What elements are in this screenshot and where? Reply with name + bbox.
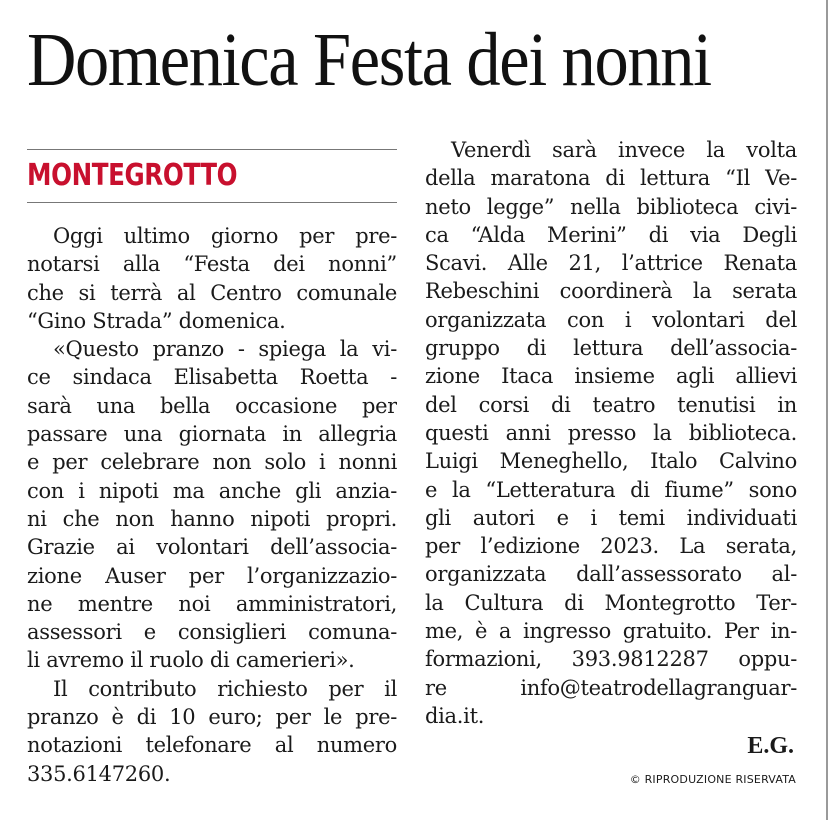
- article-column-left: [27, 222, 397, 788]
- text-line: notarsi alla “Festa dei nonni”: [27, 252, 397, 277]
- text-line: 335.6147260.: [27, 761, 171, 786]
- text-line: con i nipoti ma anche gli anzia-: [27, 478, 397, 503]
- text-line: me, è a ingresso gratuito. Per in-: [425, 619, 797, 644]
- text-line: “Gino Strada” domenica.: [27, 308, 286, 333]
- author-signature: E.G.: [747, 733, 794, 759]
- text-line: ca “Alda Merini” di via Degli: [425, 222, 797, 247]
- text-line: neto legge” nella biblioteca civi-: [425, 194, 797, 219]
- text-line: per l’edizione 2023. La serata,: [425, 534, 797, 559]
- text-line: ni che non hanno nipoti propri.: [27, 506, 397, 531]
- text-line: notazioni telefonare al numero: [27, 733, 397, 758]
- text-line: del corsi di teatro tenutisi in: [425, 392, 797, 417]
- text-line: zione Auser per l’organizzazio-: [27, 563, 397, 588]
- kicker-box: [27, 149, 397, 203]
- text-line: gruppo di lettura dell’associa-: [425, 336, 797, 361]
- text-line: Scavi. Alle 21, l’attrice Renata: [425, 251, 797, 276]
- text-line: organizzata con i volontari del: [425, 307, 797, 332]
- text-line: la Cultura di Montegrotto Ter-: [425, 590, 797, 615]
- copyright-notice: © RIPRODUZIONE RISERVATA: [629, 773, 796, 786]
- text-line: «Questo pranzo - spiega la vi-: [53, 337, 397, 362]
- text-line: re info@teatrodellagranguar-: [425, 675, 797, 700]
- text-line: e per celebrare non solo i nonni: [27, 450, 397, 475]
- text-line: organizzata dall’assessorato al-: [425, 562, 797, 587]
- text-line: gli autori e i temi individuati: [425, 505, 797, 530]
- text-line: li avremo il ruolo di camerieri».: [27, 648, 355, 673]
- text-line: questi anni presso la biblioteca.: [425, 420, 797, 445]
- text-line: della maratona di lettura “Il Ve-: [425, 166, 797, 191]
- text-line: e la “Letteratura di fiume” sono: [425, 477, 797, 502]
- text-line: che si terrà al Centro comunale: [27, 280, 397, 305]
- text-line: ne mentre noi amministratori,: [27, 591, 397, 616]
- text-line: Rebeschini coordinerà la serata: [425, 279, 797, 304]
- text-line: passare una giornata in allegria: [27, 422, 397, 447]
- text-line: Il contributo richiesto per il: [53, 676, 397, 701]
- text-line: Luigi Meneghello, Italo Calvino: [425, 449, 797, 474]
- article-column-right: [425, 136, 797, 730]
- kicker-location: MONTEGROTTO: [27, 158, 238, 193]
- text-line: pranzo è di 10 euro; per le pre-: [27, 705, 397, 730]
- text-line: sarà una bella occasione per: [27, 393, 397, 418]
- text-line: assessori e consiglieri comuna-: [27, 620, 397, 645]
- text-line: zione Itaca insieme agli allievi: [425, 364, 797, 389]
- text-line: dia.it.: [425, 703, 485, 728]
- text-line: Oggi ultimo giorno per pre-: [53, 224, 397, 248]
- text-line: ce sindaca Elisabetta Roetta -: [27, 365, 397, 390]
- text-line: Venerdì sarà invece la volta: [451, 138, 797, 162]
- text-line: formazioni, 393.9812287 oppu-: [425, 647, 797, 672]
- text-line: Grazie ai volontari dell’associa-: [27, 535, 397, 560]
- headline: Domenica Festa dei nonni: [27, 18, 711, 102]
